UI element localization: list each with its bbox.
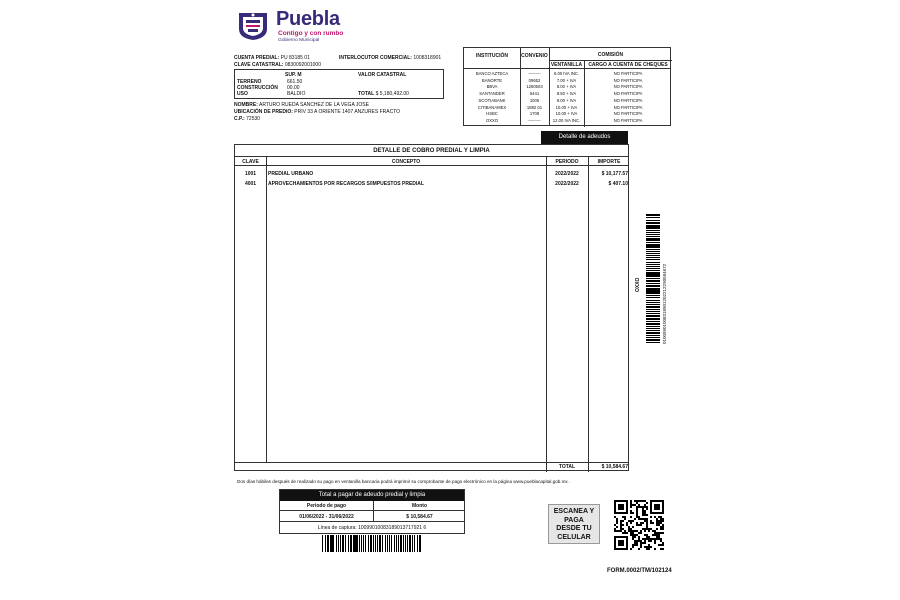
- clave-catastral: CLAVE CATASTRAL: 0830092001000: [234, 62, 321, 68]
- periodo-pago-label: Periodo de pago: [306, 503, 347, 509]
- property-location: UBICACIÓN DE PREDIO: PRIV 33 A ORIENTE 1407 ANZURES FRACTO: [234, 109, 401, 115]
- institution-ventanilla: 9.00 + IVA: [556, 97, 577, 103]
- owner-name: NOMBRE: ARTURO RUEDA SANCHEZ DE LA VEGA JOSE: [234, 102, 369, 108]
- institution-name: HSBC: [486, 111, 498, 117]
- oxxo-side-label: OXXO: [635, 277, 641, 292]
- institution-convenio: 1708: [529, 111, 540, 117]
- charges-title: DETALLE DE COBRO PREDIAL Y LIMPIA: [373, 148, 490, 154]
- side-barcode: [646, 214, 660, 344]
- institution-convenio: 1260503: [526, 84, 543, 90]
- institution-cargo: NO PARTICIPA: [613, 117, 643, 123]
- side-barcode-number: 01009901008318901202212290584672: [662, 263, 667, 344]
- institution-cargo: NO PARTICIPA: [613, 77, 643, 83]
- institution-name: CITIBANAMEX: [477, 104, 507, 110]
- total-to-pay-box: [279, 489, 465, 534]
- institution-cargo: NO PARTICIPA: [613, 91, 643, 97]
- row-importe: $ 407.10: [608, 181, 628, 187]
- row-clave: 1001: [244, 171, 257, 177]
- payment-barcode: [322, 535, 422, 552]
- charges-total-value: $ 10,584.67: [601, 464, 628, 470]
- institution-ventanilla: 8.00 + IVA: [556, 84, 577, 90]
- row-clave: 4001: [244, 181, 257, 187]
- valor-header: VALOR CATASTRAL: [358, 72, 407, 78]
- col-header-periodo: PERIODO: [555, 159, 579, 165]
- periodo-pago-value: 01/06/2022 - 31/06/2022: [299, 514, 354, 520]
- institution-cargo: NO PARTICIPA: [613, 104, 643, 110]
- cuenta-predial: CUENTA PREDIAL: PU 83185 01: [234, 55, 310, 61]
- institution-name: OXXO: [485, 117, 499, 123]
- payment-notice: Dos días hábiles después de realizado su pago en ventanilla bancaria podrá imprimir su comprobante de pago electrónico en la página www.pueblacapital.gob.mx .: [237, 479, 571, 484]
- municipal-emblem-icon: [236, 11, 270, 41]
- logo-slogan: Contigo y con rumbo: [278, 30, 344, 37]
- construccion-label: CONSTRUCCIÓN: [237, 85, 278, 91]
- total-to-pay-title: Total a pagar de adeudo predial y limpia: [280, 490, 464, 501]
- terreno-value: 661.50: [287, 79, 303, 85]
- monto-value: $ 10,584.67: [406, 514, 433, 520]
- institution-name: BANCO AZTECA: [475, 71, 509, 76]
- institution-convenio: ---------: [528, 117, 541, 123]
- logo-wordmark: Puebla: [276, 8, 340, 30]
- institution-ventanilla: 8.50 + IVA: [556, 91, 577, 97]
- row-concepto: APROVECHAMIENTOS POR RECARGOS S/IMPUESTOS PREDIAL: [268, 181, 424, 187]
- uso-value: BALDIO: [287, 91, 306, 97]
- institution-cargo: NO PARTICIPA: [613, 97, 643, 103]
- institution-convenio: 1005: [529, 97, 540, 103]
- monto-label: Monto: [412, 503, 427, 509]
- institution-cargo: NO PARTICIPA: [613, 84, 643, 90]
- row-periodo: 2022/2022: [555, 181, 579, 187]
- institution-ventanilla: 7.00 + IVA: [556, 77, 577, 83]
- col-header-clave: CLAVE: [242, 159, 259, 165]
- scan-to-pay-label: ESCANEA Y PAGA DESDE TU CELULAR: [548, 504, 600, 544]
- institution-ventanilla: 12.00 IVA INC.: [552, 117, 581, 123]
- total-catastral: TOTAL $ 5,180,492.00: [358, 91, 409, 97]
- charges-total-label: TOTAL: [558, 464, 576, 470]
- terreno-label: TERRENO: [237, 79, 262, 85]
- linea-captura: Línea de captura: 10099010083189013717921 6: [317, 525, 427, 531]
- institution-convenio: 5441: [529, 91, 540, 97]
- institution-ventanilla: 10.00 + IVA: [555, 111, 578, 117]
- inst-header-convenio: CONVENIO: [521, 53, 548, 59]
- institution-ventanilla: 10.00 + IVA: [555, 104, 578, 110]
- construccion-value: 00.00: [287, 85, 300, 91]
- institution-name: BANORTE: [481, 77, 503, 83]
- interlocutor-comercial: INTERLOCUTOR COMERCIAL: 1008318901: [339, 55, 442, 61]
- col-header-importe: IMPORTE: [597, 159, 621, 165]
- institution-convenio: 09652: [528, 77, 541, 83]
- row-importe: $ 10,177.57: [601, 171, 628, 177]
- inst-header-comision: COMISIÓN: [597, 52, 624, 58]
- inst-header-ventanilla: VENTANILLA: [550, 62, 583, 68]
- institution-name: SANTANDER: [479, 91, 505, 97]
- institution-cargo: NO PARTICIPA: [613, 111, 643, 117]
- row-concepto: PREDIAL URBANO: [268, 171, 314, 177]
- detalle-adeudos-tab: Detalle de adeudos: [541, 131, 628, 144]
- institution-name: BBVA: [486, 84, 498, 90]
- logo-subtitle: Gobierno Municipal: [278, 38, 320, 43]
- uso-label: USO: [237, 91, 248, 97]
- postal-code: C.P.: 72530: [234, 116, 261, 122]
- row-periodo: 2022/2022: [555, 171, 579, 177]
- sup-header: SUP. M: [285, 72, 302, 78]
- institution-name: SCOTIABANK: [478, 97, 506, 103]
- institution-ventanilla: 6.00 IVA INC.: [553, 71, 580, 76]
- col-header-concepto: CONCEPTO: [391, 159, 421, 165]
- institution-cargo: NO PARTICIPA: [613, 71, 643, 76]
- charges-table: [234, 144, 629, 471]
- form-code: FORM.0002/TM/102124: [607, 568, 672, 574]
- institution-convenio: ---------: [528, 71, 541, 76]
- qr-code-icon[interactable]: [613, 500, 665, 550]
- payment-institutions-table: [463, 47, 671, 126]
- inst-header-institucion: INSTITUCIÓN: [476, 53, 508, 59]
- institution-convenio: 1882 01: [526, 104, 543, 110]
- property-values-box: [234, 69, 444, 99]
- inst-header-cargo: CARGO A CUENTA DE CHEQUES: [588, 62, 668, 68]
